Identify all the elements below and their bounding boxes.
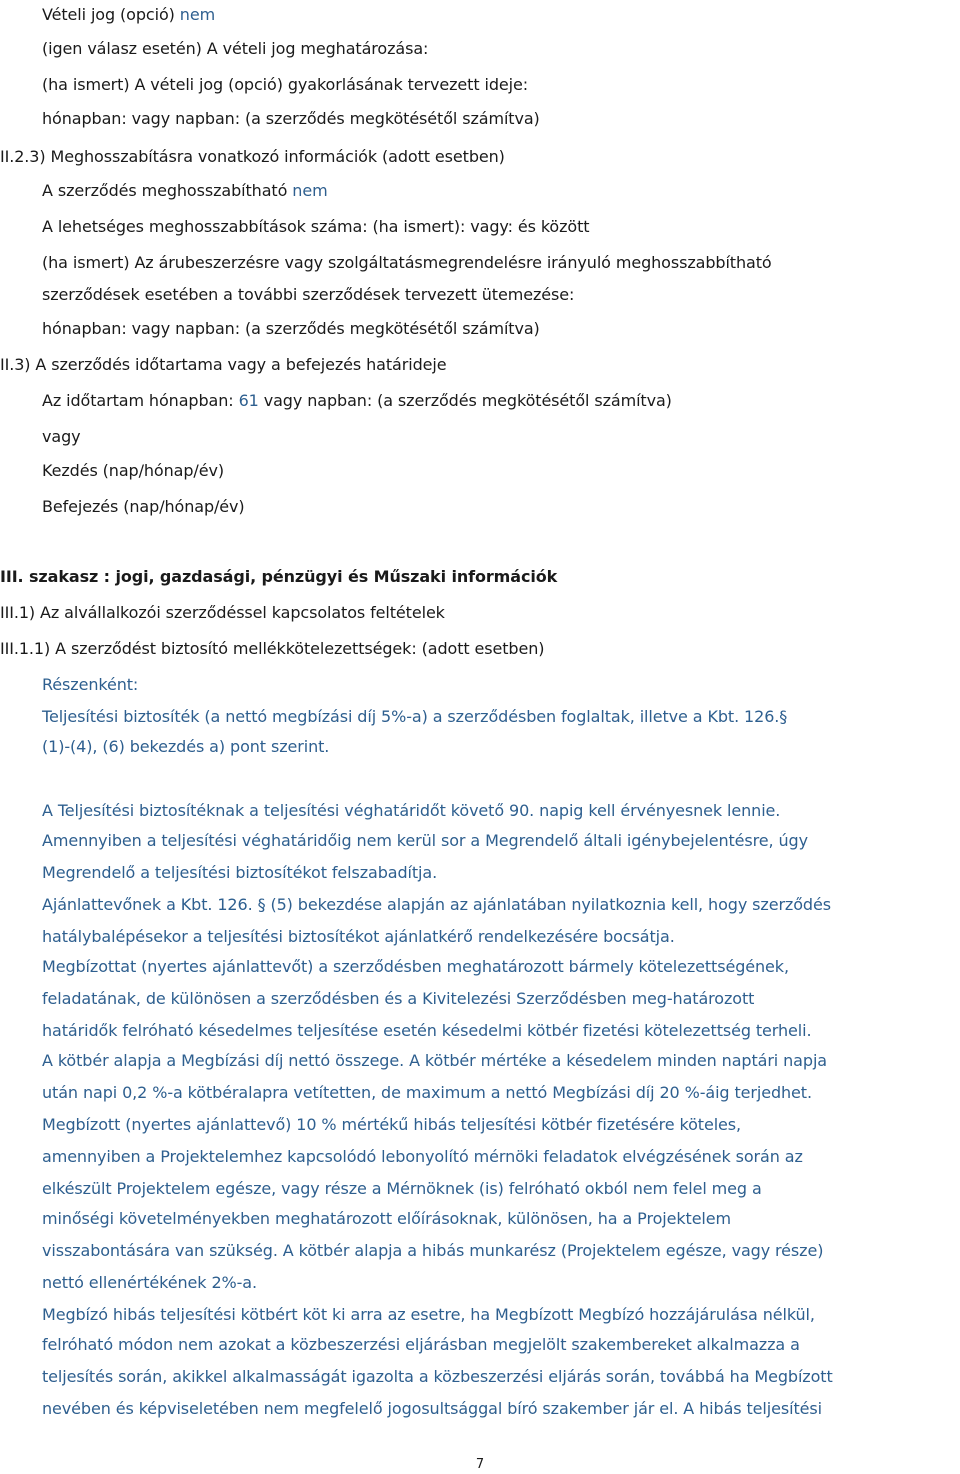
body-line: után napi 0,2 %-a kötbéralapra vetítetten, de maximum a nettó Megbízási díj 20 %-áig terjedhet. [42,1083,812,1102]
body-line: határidők felróható késedelmes teljesítése esetén késedelmi kötbér fizetési kötelezettség terheli. [42,1021,812,1040]
start-date-label: Kezdés (nap/hónap/év) [42,461,224,480]
body-line: nevében és képviseletében nem megfelelő jogosultsággal bíró szakember jár el. A hibás teljesítési [42,1399,822,1418]
body-line: visszabontására van szükség. A kötbér alapja a hibás munkarész (Projektelem egésze, vagy része) [42,1241,824,1260]
extension-count: A lehetséges meghosszabbítások száma: (ha ismert): vagy: és között [42,217,590,236]
body-line: feladatának, de különösen a szerződésben és a Kivitelezési Szerződésben meg-határozott [42,989,755,1008]
body-line: Megrendelő a teljesítési biztosítékot felszabadítja. [42,863,438,882]
extension-schedule-1: (ha ismert) Az árubeszerzésre vagy szolgáltatásmegrendelésre irányuló meghosszabbítható [42,253,772,272]
end-date-label: Befejezés (nap/hónap/év) [42,497,245,516]
body-line: A Teljesítési biztosítéknak a teljesítési véghatáridőt követő 90. napig kell érvényesnek lennie. [42,801,781,820]
body-line: amennyiben a Projektelemhez kapcsolódó lebonyolító mérnöki feladatok elvégzésének során az [42,1147,803,1166]
body-line: minőségi követelményekben meghatározott előírásoknak, különösen, ha a Projektelem [42,1209,732,1228]
duration-value: 61 [238,391,259,410]
body-line: A kötbér alapja a Megbízási díj nettó összege. A kötbér mértéke a késedelem minden naptári napja [42,1051,827,1070]
body-line: Megbízottat (nyertes ajánlattevőt) a szerződésben meghatározott bármely kötelezettségének, [42,957,789,976]
body-line: Teljesítési biztosíték (a nettó megbízási díj 5%-a) a szerződésben foglaltak, illetve a Kbt. 126.§ [42,707,788,726]
option-label: Vételi jog (opció) [42,5,175,24]
body-line: felróható módon nem azokat a közbeszerzési eljárásban megjelölt szakembereket alkalmazza a [42,1335,800,1354]
body-line: teljesítés során, akikkel alkalmasságát igazolta a közbeszerzési eljárás során, továbbá ha Megbízott [42,1367,833,1386]
extension-schedule-2: szerződések esetében a további szerződések tervezett ütemezése: [42,285,575,304]
body-line: (1)-(4), (6) bekezdés a) pont szerint. [42,737,330,756]
section-III-1-heading: III.1) Az alvállalkozói szerződéssel kapcsolatos feltételek [0,603,445,622]
option-time: (ha ismert) A vételi jog (opció) gyakorlásának tervezett ideje: [42,75,529,94]
body-line: Megbízott (nyertes ajánlattevő) 10 % mértékű hibás teljesítési kötbér fizetésére köteles, [42,1115,742,1134]
page-number: 7 [475,1457,485,1472]
option-row [42,4,215,26]
body-line: hatálybalépésekor a teljesítési biztosítékot ajánlatkérő rendelkezésére bocsátja. [42,927,675,946]
option-value: nem [179,5,216,24]
body-line: Megbízó hibás teljesítési kötbért köt ki arra az esetre, ha Megbízott Megbízó hozzájárulása nélkül, [42,1305,815,1324]
section-II-2-3-heading: II.2.3) Meghosszabításra vonatkozó információk (adott esetben) [0,147,505,166]
extension-schedule-3: hónapban: vagy napban: (a szerződés megkötésétől számítva) [42,319,540,338]
option-duration: hónapban: vagy napban: (a szerződés megkötésétől számítva) [42,109,540,128]
extendable-value: nem [292,181,328,200]
duration-row [42,390,672,412]
extendable-row [42,180,328,202]
extendable-label: A szerződés meghosszabítható [42,181,288,200]
duration-prefix: Az időtartam hónapban: [42,391,234,410]
section-II-3-heading: II.3) A szerződés időtartama vagy a befejezés határideje [0,355,447,374]
body-line: elkészült Projektelem egésze, vagy része a Mérnöknek (is) felróható okból nem felel meg a [42,1179,762,1198]
option-definition: (igen válasz esetén) A vételi jog meghatározása: [42,39,429,58]
body-line: Amennyiben a teljesítési véghatáridőig nem kerül sor a Megrendelő általi igénybejelentésre, úgy [42,831,808,850]
or-text: vagy [42,427,81,446]
duration-suffix: vagy napban: (a szerződés megkötésétől számítva) [263,391,672,410]
section-III-heading: III. szakasz : jogi, gazdasági, pénzügyi és Műszaki információk [0,567,558,586]
body-line: Ajánlattevőnek a Kbt. 126. § (5) bekezdése alapján az ajánlatában nyilatkoznia kell, hogy szerződés [42,895,831,914]
body-line: nettó ellenértékének 2%-a. [42,1273,257,1292]
partial-label: Részenként: [42,675,139,694]
section-III-1-1-heading: III.1.1) A szerződést biztosító mellékkötelezettségek: (adott esetben) [0,639,545,658]
